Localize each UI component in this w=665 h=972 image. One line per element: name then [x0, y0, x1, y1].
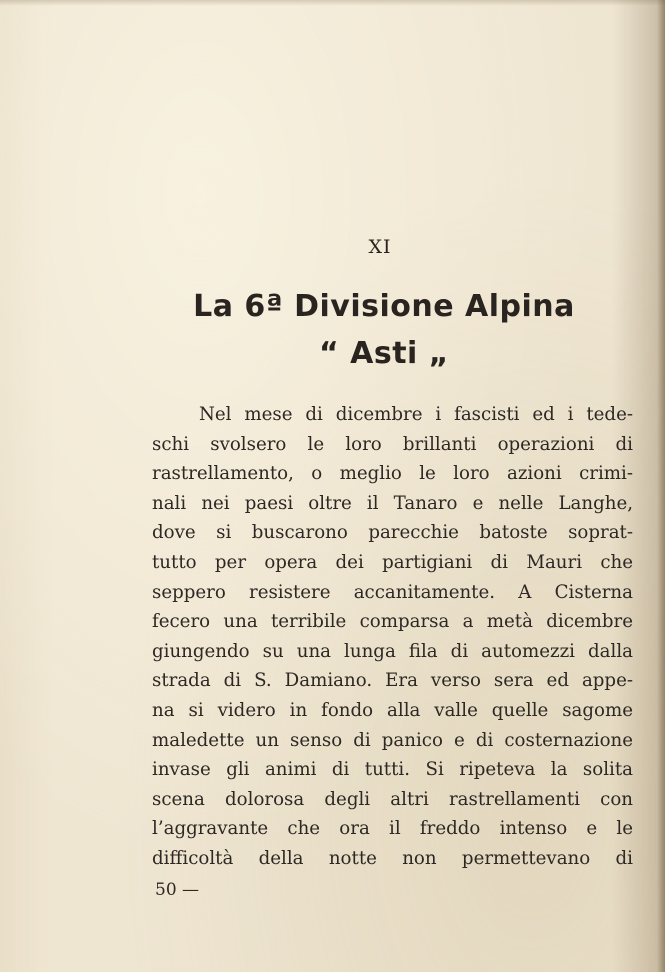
- body-line: Nel mese di dicembre i fascisti ed i tede-: [199, 404, 633, 425]
- body-line: l’aggravante che ora il freddo intenso e le: [152, 818, 633, 840]
- page-right-edge: [657, 0, 665, 972]
- body-line: difficoltà della notte non permettevano di: [152, 847, 633, 869]
- body-line: tutto per opera dei partigiani di Mauri che: [152, 551, 633, 573]
- body-paragraph: [152, 400, 633, 874]
- chapter-number: XI: [368, 236, 392, 258]
- body-line: scena dolorosa degli altri rastrellamenti con: [152, 788, 633, 810]
- chapter-title-line-1: La 6ª Divisione Alpina: [193, 289, 575, 324]
- body-line: invase gli animi di tutti. Si ripeteva la solita: [152, 759, 633, 781]
- body-line: rastrellamento, o meglio le loro azioni crimi-: [152, 463, 633, 485]
- body-line: schi svolsero le loro brillanti operazioni di: [152, 433, 633, 455]
- page-number: 50 —: [155, 880, 200, 900]
- body-line: fecero una terribile comparsa a metà dicembre: [152, 611, 633, 633]
- body-line: na si videro in fondo alla valle quelle sagome: [152, 699, 633, 721]
- body-line: giungendo su una lunga fila di automezzi dalla: [152, 640, 633, 662]
- page-top-edge: [0, 0, 665, 6]
- body-line: dove si buscarono parecchie batoste soprat-: [152, 522, 633, 544]
- body-line: nali nei paesi oltre il Tanaro e nelle Langhe,: [152, 492, 633, 514]
- chapter-title-line-2: “ Asti „: [318, 336, 450, 371]
- body-line: strada di S. Damiano. Era verso sera ed appe-: [152, 670, 633, 692]
- body-line: maledette un senso di panico e di costernazione: [152, 729, 633, 751]
- body-line: seppero resistere accanitamente. A Cisterna: [152, 581, 633, 603]
